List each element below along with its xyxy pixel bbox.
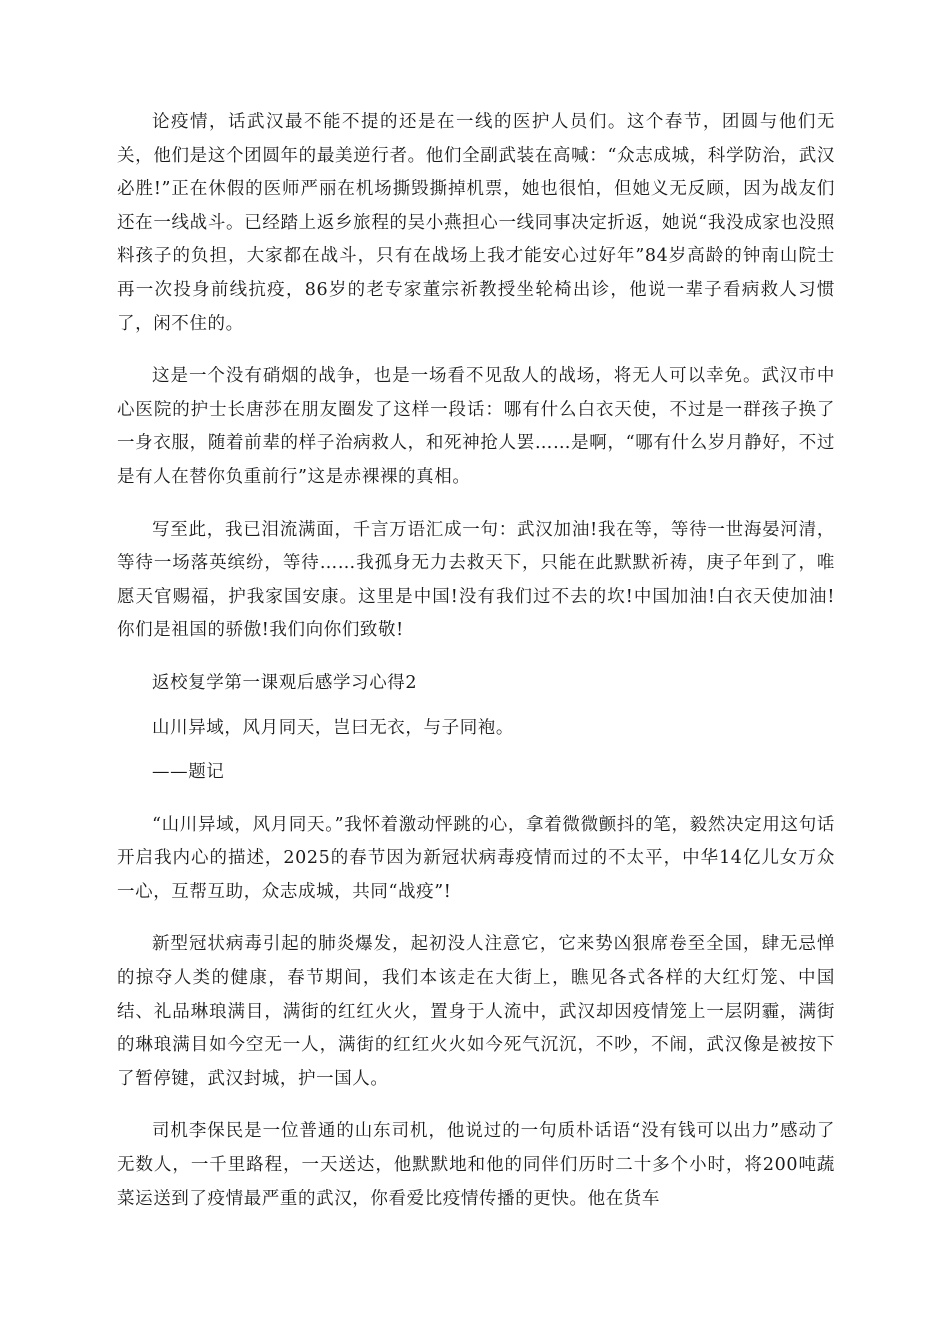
section-heading: 返校复学第一课观后感学习心得2 bbox=[152, 672, 418, 693]
paragraph-wuhan-jiayou: 写至此，我已泪流满面，千言万语汇成一句：武汉加油!我在等，等待一世海晏河清，等待一场落英缤纷，等待……我孤身无力去救天下，只能在此默默祈祷，庚子年到了，唯愿天官赐福，护我家国安康。这里是中国!没有我们过不去的坎!中国加油!白衣天使加油!你们是祖国的骄傲!我们向你们致敬! bbox=[117, 519, 835, 641]
paragraph-pneumonia-outbreak: 新型冠状病毒引起的肺炎爆发，起初没人注意它，它来势凶狠席卷至全国，肆无忌惮的掠夺人类的健康，春节期间，我们本该走在大街上，瞧见各式各样的大红灯笼、中国结、礼品琳琅满目，满街的红红火火，置身于人流中，武汉却因疫情笼上一层阴霾，满街的琳琅满目如今空无一人，满街的红红火火如今死气沉沉，不吵，不闹，武汉像是被按下了暂停键，武汉封城，护一国人。 bbox=[117, 934, 835, 1089]
paragraph-driver-li: 司机李保民是一位普通的山东司机，他说过的一句质朴话语“没有钱可以出力”感动了无数人，一千里路程，一天送达，他默默地和他的同伴们历时二十多个小时，将200吨蔬菜运送到了疫情最严重的武汉，你看爱比疫情传播的更快。他在货车 bbox=[117, 1121, 835, 1209]
epigraph-attribution: ——题记 bbox=[152, 762, 225, 783]
document-body bbox=[117, 106, 835, 1216]
paragraph-spring-festival: “山川异域，风月同天。”我怀着激动怦跳的心，拿着微微颤抖的笔，毅然决定用这句话开启我内心的描述，2025的春节因为新冠状病毒疫情而过的不太平，中华14亿儿女万众一心，互帮互助，众志成城，共同“战疫”! bbox=[117, 814, 835, 902]
epigraph-poem: 山川异域，风月同天，岂曰无衣，与子同袍。 bbox=[152, 717, 514, 738]
paragraph-medical-workers: 论疫情，话武汉最不能不提的还是在一线的医护人员们。这个春节，团圆与他们无关，他们是这个团圆年的最美逆行者。他们全副武装在高喊：“众志成城，科学防治，武汉必胜!”正在休假的医师严丽在机场撕毁撕掉机票，她也很怕，但她义无反顾，因为战友们还在一线战斗。已经踏上返乡旅程的吴小燕担心一线同事决定折返，她说“我没成家也没照料孩子的负担，大家都在战斗，只有在战场上我才能安心过好年”84岁高龄的钟南山院士再一次投身前线抗疫，86岁的老专家董宗祈教授坐轮椅出诊，他说一辈子看病救人习惯了，闲不住的。 bbox=[117, 112, 835, 334]
paragraph-no-smoke-war: 这是一个没有硝烟的战争，也是一场看不见敌人的战场，将无人可以幸免。武汉市中心医院的护士长唐莎在朋友圈发了这样一段话：哪有什么白衣天使，不过是一群孩子换了一身衣服，随着前辈的样子治病救人，和死神抢人罢……是啊，“哪有什么岁月静好，不过是有人在替你负重前行”这是赤裸裸的真相。 bbox=[117, 366, 835, 487]
